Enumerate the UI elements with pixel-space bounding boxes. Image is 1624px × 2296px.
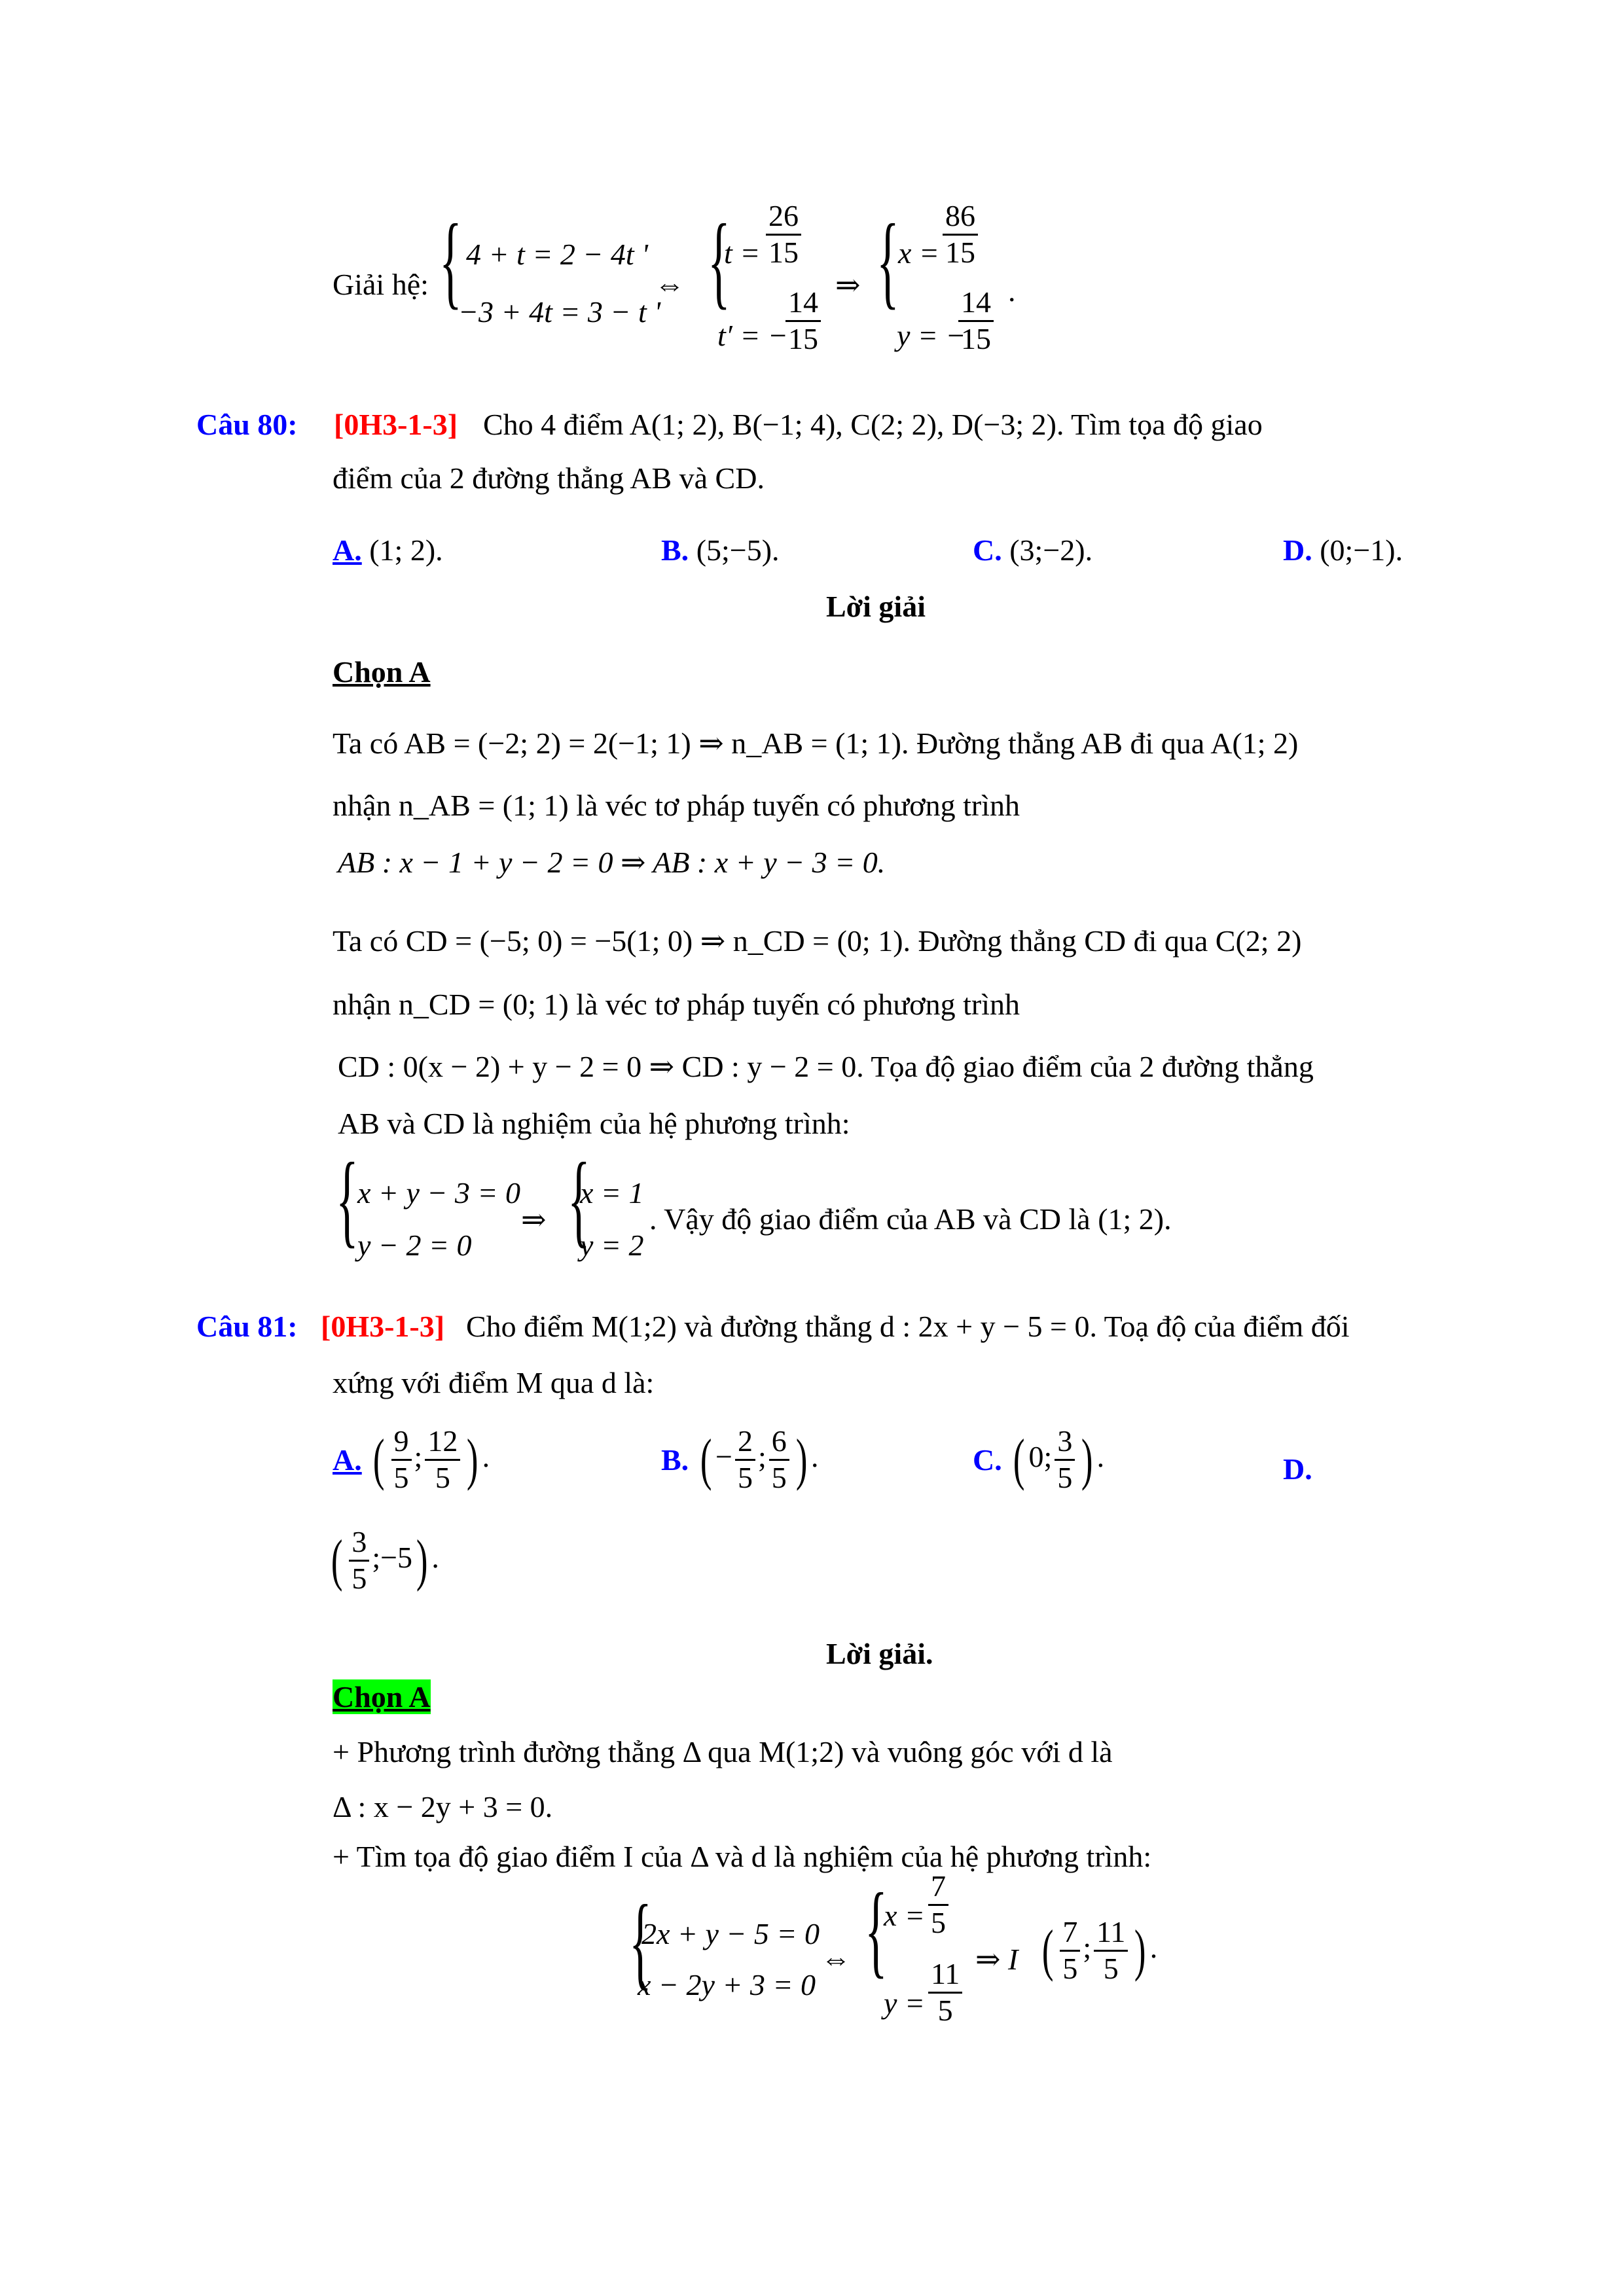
question-80-label: Câu 80: <box>196 408 298 441</box>
question-81-code: [0H3-1-3] <box>321 1310 445 1343</box>
sys-81-implies-I: ⇒ I <box>975 1943 1019 1976</box>
brace-sys-81-a: { <box>629 1883 652 2000</box>
option-d-81-letter[interactable]: D. <box>1283 1452 1312 1486</box>
solve-label: Giải hệ: <box>333 268 429 301</box>
sys-80-y: y = 2 <box>580 1229 644 1262</box>
option-a[interactable]: A. (1; 2). <box>333 533 443 567</box>
option-d[interactable]: D. (0;−1). <box>1283 533 1403 567</box>
y-lhs: y = − <box>897 319 966 352</box>
t-lhs: t = <box>724 236 761 270</box>
question-80-stem-1: Cho 4 điểm A(1; 2), B(−1; 4), C(2; 2), D(−3; 2). Tìm tọa độ giao <box>483 408 1263 441</box>
option-d-81[interactable]: ( $\frac{3}{5}$ ;−5) . <box>331 1525 439 1595</box>
tprime-lhs: t′ = − <box>717 319 788 352</box>
sys-80-implies: ⇒ <box>521 1203 547 1236</box>
solution-80-line-6: CD : 0(x − 2) + y − 2 = 0 ⇒ CD : y − 2 = 0. Tọa độ giao điểm của 2 đường thẳng <box>338 1050 1314 1083</box>
t-fraction: 26 15 <box>766 199 801 270</box>
sys-81-x-fraction: 7 5 <box>928 1869 948 1941</box>
sys-81-eq-2: x − 2y + 3 = 0 <box>638 1968 816 2001</box>
question-81-stem-1: Cho điểm M(1;2) và đường thẳng d : 2x + y − 5 = 0. Toạ độ của điểm đối <box>466 1310 1350 1343</box>
system-eq-2: −3 + 4t = 3 − t ' <box>458 295 661 329</box>
solution-80-line-7: AB và CD là nghiệm của hệ phương trình: <box>338 1107 850 1140</box>
tprime-fraction: 14 15 <box>785 285 821 357</box>
sys-80-conclusion: . Vậy độ giao điểm của AB và CD là (1; 2). <box>649 1202 1172 1236</box>
system-eq-1: 4 + t = 2 − 4t ' <box>466 238 649 271</box>
option-b-81[interactable]: B. ( − $\frac{2}{5}$ ; $\frac{6}{5}$ ) . <box>661 1424 819 1494</box>
sys-81-x-lhs: x = <box>884 1899 925 1932</box>
point-I: ( $\frac{7}{5}$ ; $\frac{11}{5}$ ) . <box>1041 1915 1158 1985</box>
sys-80-x: x = 1 <box>580 1176 644 1210</box>
x-lhs: x = <box>898 236 939 270</box>
solution-title-80: Lời giải <box>826 590 926 623</box>
solution-80-line-5: nhận n_CD = (0; 1) là véc tơ pháp tuyến có phương trình <box>333 988 1020 1021</box>
option-b[interactable]: B. (5;−5). <box>661 533 780 567</box>
y-fraction: 14 15 <box>958 285 994 357</box>
question-80-code: [0H3-1-3] <box>334 408 458 441</box>
sys-81-y-lhs: y = <box>884 1986 925 2020</box>
sys-80-eq-2: y − 2 = 0 <box>357 1229 472 1262</box>
iff-symbol: ⇔ <box>655 268 685 301</box>
option-a-81[interactable]: A. ( $\frac{9}{5}$ ; $\frac{12}{5}$ ) . <box>333 1424 490 1494</box>
brace-left-3: { <box>876 202 899 319</box>
solution-81-line-2: Δ : x − 2y + 3 = 0. <box>333 1790 553 1823</box>
sys-81-eq-1: 2x + y − 5 = 0 <box>641 1917 820 1950</box>
question-80-stem-2: điểm của 2 đường thẳng AB và CD. <box>333 461 765 495</box>
solution-80-line-3: AB : x − 1 + y − 2 = 0 ⇒ AB : x + y − 3 = 0. <box>338 846 886 879</box>
solution-80-line-2: nhận n_AB = (1; 1) là véc tơ pháp tuyến có phương trình <box>333 789 1020 822</box>
question-81-label: Câu 81: <box>196 1310 298 1343</box>
solution-81-line-3: + Tìm tọa độ giao điểm I của Δ và d là nghiệm của hệ phương trình: <box>333 1840 1152 1873</box>
brace-sys-80-b: { <box>568 1141 590 1257</box>
sys-80-eq-1: x + y − 3 = 0 <box>357 1176 520 1210</box>
brace-left-2: { <box>708 202 731 319</box>
solution-81-line-1: + Phương trình đường thẳng Δ qua M(1;2) và vuông góc với d là <box>333 1735 1113 1768</box>
choose-answer-80: Chọn A <box>333 655 431 689</box>
sys-81-iff: ⇔ <box>821 1942 851 1975</box>
solution-80-line-4: Ta có CD = (−5; 0) = −5(1; 0) ⇒ n_CD = (0; 1). Đường thẳng CD đi qua C(2; 2) <box>333 924 1302 958</box>
end-dot: . <box>1008 274 1016 308</box>
x-fraction: 86 15 <box>943 199 978 270</box>
sys-81-y-fraction: 11 5 <box>928 1957 962 2028</box>
option-c-81[interactable]: C. ( 0; $\frac{3}{5}$ ) . <box>973 1424 1105 1494</box>
solution-80-line-1: Ta có AB = (−2; 2) = 2(−1; 1) ⇒ n_AB = (1; 1). Đường thẳng AB đi qua A(1; 2) <box>333 726 1299 760</box>
brace-left-1: { <box>439 202 462 319</box>
brace-sys-81-b: { <box>865 1871 888 1988</box>
question-81-stem-2: xứng với điểm M qua d là: <box>333 1366 655 1399</box>
brace-sys-80-a: { <box>336 1141 359 1257</box>
choose-answer-81: Chọn A <box>333 1680 431 1713</box>
implies-symbol: ⇒ <box>835 268 861 302</box>
solution-title-81: Lời giải. <box>826 1637 933 1670</box>
option-c[interactable]: C. (3;−2). <box>973 533 1093 567</box>
